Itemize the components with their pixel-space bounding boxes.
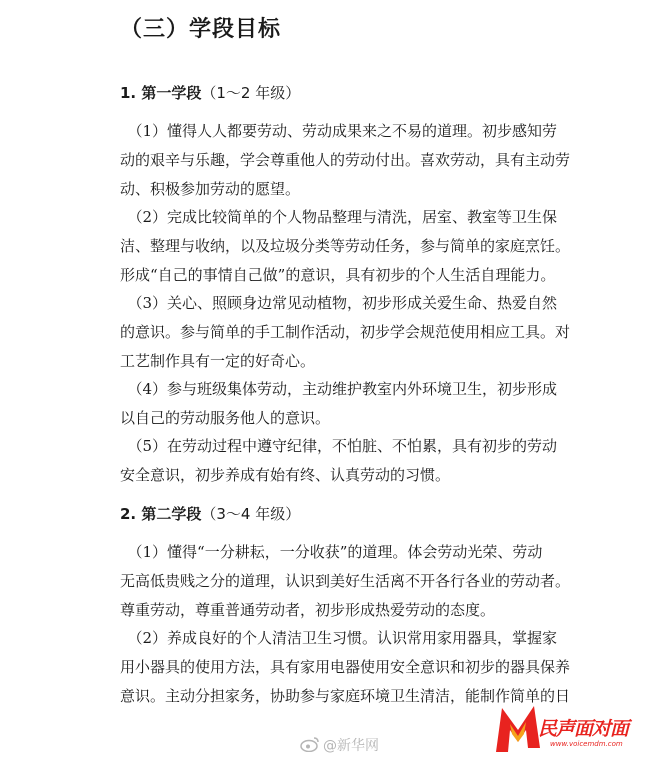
stage1-item-5: （5）在劳动过程中遵守纪律，不怕脏、不怕累，具有初步的劳动 安全意识，初步养成有始有终、认真劳动的习惯。 bbox=[120, 437, 558, 484]
stage2-heading bbox=[120, 503, 300, 524]
stage1-item-2: （2）完成比较简单的个人物品整理与清洗，居室、教室等卫生保 洁、整理与收纳，以及垃圾分类等劳动任务，参与简单的家庭烹饪。 形成“自己的事情自己做”的意识，具有初步的个人生活自理能力。 bbox=[120, 208, 571, 284]
stage1-grade: （1～2 年级） bbox=[201, 84, 301, 102]
stage1-item-3: （3）关心、照顾身边常见动植物，初步形成关爱生命、热爱自然 的意识。参与简单的手工制作活动，初步学会规范使用相应工具。对 工艺制作具有一定的好奇心。 bbox=[120, 294, 571, 370]
stage2-grade: （3～4 年级） bbox=[201, 505, 301, 523]
stage2-item-1: （1）懂得“一分耕耘，一分收获”的道理。体会劳动光荣、劳动 无高低贵贱之分的道理，认识到美好生活离不开各行各业的劳动者。 尊重劳动，尊重普通劳动者，初步形成热爱劳动的态度。 bbox=[120, 543, 571, 619]
stage2-item-2: （2）养成良好的个人清洁卫生习惯。认识常用家用器具，掌握家 用小器具的使用方法，具有家用电器使用安全意识和初步的器具保养 意识。主动分担家务，协助参与家庭环境卫生清洁，能制作简单的日 bbox=[120, 629, 571, 705]
stage2-heading-label: 2. 第二学段 bbox=[120, 505, 202, 523]
stage1-heading-label: 1. 第一学段 bbox=[120, 84, 202, 102]
section-title: （三）学段目标 bbox=[120, 17, 282, 42]
logo-url: www.voicemdm.com bbox=[550, 740, 623, 748]
watermark-text: @新华网 bbox=[323, 738, 379, 754]
weibo-watermark bbox=[300, 735, 379, 756]
stage1-heading bbox=[120, 82, 300, 103]
brand-logo bbox=[490, 700, 660, 758]
stage1-item-1: （1）懂得人人都要劳动、劳动成果来之不易的道理。初步感知劳 动的艰辛与乐趣，学会尊重他人的劳动付出。喜欢劳动，具有主动劳 动、积极参加劳动的愿望。 bbox=[120, 122, 571, 198]
logo-text: 民声面对面 bbox=[538, 718, 629, 740]
weibo-icon bbox=[300, 736, 320, 756]
stage1-item-4: （4）参与班级集体劳动，主动维护教室内外环境卫生，初步形成 以自己的劳动服务他人的意识。 bbox=[120, 380, 558, 427]
